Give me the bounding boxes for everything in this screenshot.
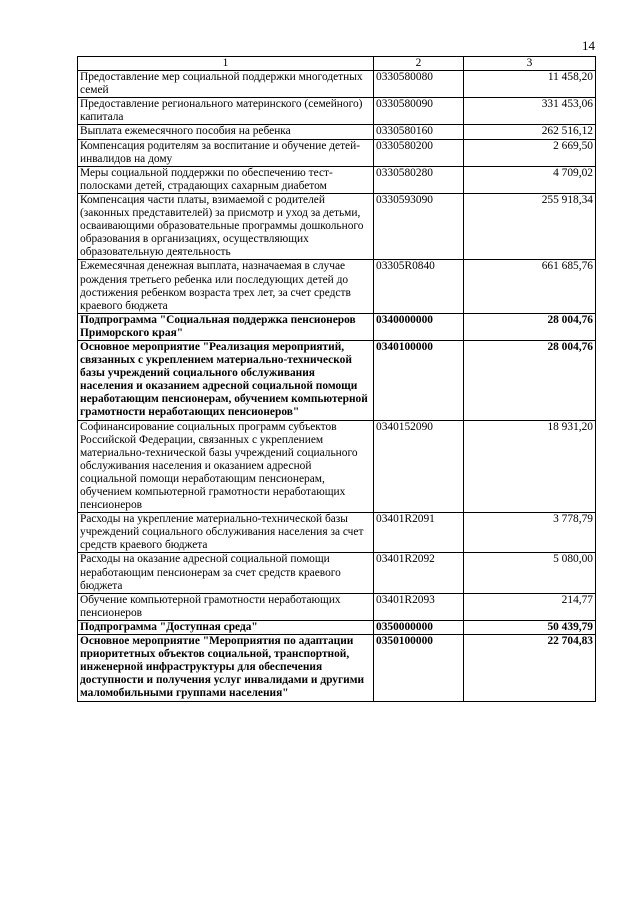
row-amount-cell: 262 516,12 bbox=[464, 125, 596, 139]
table-row bbox=[78, 98, 596, 125]
table-row bbox=[78, 513, 596, 553]
row-amount-cell: 50 439,79 bbox=[464, 620, 596, 634]
row-name-cell: Расходы на укрепление материально-технической базы учреждений социального обслуживания населения за счет средств краевого бюджета bbox=[78, 513, 374, 553]
row-name-cell: Ежемесячная денежная выплата, назначаемая в случае рождения третьего ребенка или последующих детей до достижения ребенком возраста трех лет, за счет средств краевого бюджета bbox=[78, 260, 374, 313]
row-code-cell: 0330580090 bbox=[374, 98, 464, 125]
row-code-cell: 0340152090 bbox=[374, 420, 464, 513]
row-amount-cell: 22 704,83 bbox=[464, 635, 596, 701]
row-name-cell: Обучение компьютерной грамотности неработающих пенсионеров bbox=[78, 593, 374, 620]
column-header-1: 1 bbox=[78, 57, 374, 71]
budget-table bbox=[77, 56, 596, 702]
row-amount-cell: 28 004,76 bbox=[464, 340, 596, 420]
column-header-2: 2 bbox=[374, 57, 464, 71]
row-name-cell: Меры социальной поддержки по обеспечению тест-полосками детей, страдающих сахарным диабетом bbox=[78, 166, 374, 193]
row-amount-cell: 331 453,06 bbox=[464, 98, 596, 125]
table-row bbox=[78, 635, 596, 701]
row-name-cell: Компенсация родителям за воспитание и обучение детей-инвалидов на дому bbox=[78, 139, 374, 166]
row-name-cell: Расходы на оказание адресной социальной помощи неработающим пенсионерам за счет средств краевого бюджета bbox=[78, 553, 374, 593]
row-code-cell: 0330580080 bbox=[374, 71, 464, 98]
row-name-cell: Софинансирование социальных программ субъектов Российской Федерации, связанных с укреплением материально-технической базы учреждений социального обслуживания населения и оказанием адресной социальной помощи неработающим пенсионерам, обучением компьютерной грамотности неработающих пенсионеров bbox=[78, 420, 374, 513]
row-code-cell: 0350000000 bbox=[374, 620, 464, 634]
page-number: 14 bbox=[582, 38, 595, 53]
table-row bbox=[78, 260, 596, 313]
row-amount-cell: 28 004,76 bbox=[464, 313, 596, 340]
row-code-cell: 0340100000 bbox=[374, 340, 464, 420]
row-code-cell: 0330580280 bbox=[374, 166, 464, 193]
table-row bbox=[78, 340, 596, 420]
row-amount-cell: 5 080,00 bbox=[464, 553, 596, 593]
row-amount-cell: 4 709,02 bbox=[464, 166, 596, 193]
row-amount-cell: 18 931,20 bbox=[464, 420, 596, 513]
row-code-cell: 0330580200 bbox=[374, 139, 464, 166]
table-row bbox=[78, 139, 596, 166]
table-row bbox=[78, 620, 596, 634]
row-name-cell: Выплата ежемесячного пособия на ребенка bbox=[78, 125, 374, 139]
row-name-cell: Основное мероприятие "Мероприятия по адаптации приоритетных объектов социальной, транспортной, инженерной инфраструктуры для обеспечения доступности и получения услуг инвалидами и другими маломобильными группами населения" bbox=[78, 635, 374, 701]
row-amount-cell: 255 918,34 bbox=[464, 193, 596, 259]
row-code-cell: 03401R2091 bbox=[374, 513, 464, 553]
row-amount-cell: 214,77 bbox=[464, 593, 596, 620]
row-name-cell: Предоставление регионального материнского (семейного) капитала bbox=[78, 98, 374, 125]
row-name-cell: Основное мероприятие "Реализация мероприятий, связанных с укреплением материально-технической базы учреждений социального обслуживания населения и оказанием адресной социальной помощи неработающим пенсионерам, обучением компьютерной грамотности неработающих пенсионеров" bbox=[78, 340, 374, 420]
row-code-cell: 0340000000 bbox=[374, 313, 464, 340]
row-name-cell: Компенсация части платы, взимаемой с родителей (законных представителей) за присмотр и уход за детьми, осваивающими образовательные программы дошкольного образования в организациях, осуществляющих образовательную деятельность bbox=[78, 193, 374, 259]
table-row bbox=[78, 593, 596, 620]
table-row bbox=[78, 420, 596, 513]
row-code-cell: 03305R0840 bbox=[374, 260, 464, 313]
row-name-cell: Предоставление мер социальной поддержки многодетных семей bbox=[78, 71, 374, 98]
table-row bbox=[78, 166, 596, 193]
row-code-cell: 03401R2093 bbox=[374, 593, 464, 620]
row-amount-cell: 2 669,50 bbox=[464, 139, 596, 166]
column-header-3: 3 bbox=[464, 57, 596, 71]
table-row bbox=[78, 71, 596, 98]
row-name-cell: Подпрограмма "Социальная поддержка пенсионеров Приморского края" bbox=[78, 313, 374, 340]
row-code-cell: 0330593090 bbox=[374, 193, 464, 259]
table-row bbox=[78, 193, 596, 259]
row-code-cell: 0330580160 bbox=[374, 125, 464, 139]
row-amount-cell: 661 685,76 bbox=[464, 260, 596, 313]
row-code-cell: 0350100000 bbox=[374, 635, 464, 701]
table-row bbox=[78, 125, 596, 139]
row-name-cell: Подпрограмма "Доступная среда" bbox=[78, 620, 374, 634]
row-amount-cell: 3 778,79 bbox=[464, 513, 596, 553]
row-code-cell: 03401R2092 bbox=[374, 553, 464, 593]
table-row bbox=[78, 313, 596, 340]
row-amount-cell: 11 458,20 bbox=[464, 71, 596, 98]
table-row bbox=[78, 553, 596, 593]
table-header-row bbox=[78, 57, 596, 71]
